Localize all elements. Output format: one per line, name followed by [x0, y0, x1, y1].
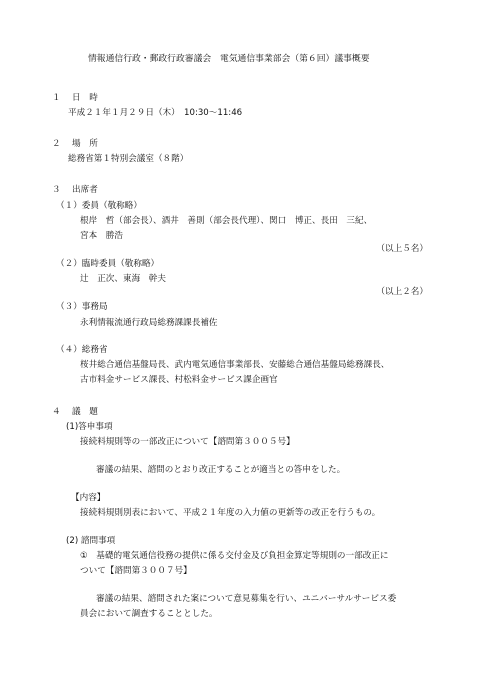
section-1-heading: 日 時 — [72, 93, 98, 103]
ministry-line-2: 古市料金サービス課長、村松料金サービス課企画官 — [80, 375, 278, 385]
page-title: 情報通信行政・郵政行政審議会 電気通信事業部会（第６回）議事概要 — [88, 54, 370, 64]
content-text: 接続料規則別表において、平成２１年度の入力値の更新等の改正を行うもの。 — [80, 508, 381, 518]
ministry-label: （４）総務省 — [56, 345, 108, 355]
consultation-items-label: (2) 諮問事項 — [66, 536, 116, 546]
report-items-label: (1)答申事項 — [66, 422, 113, 432]
section-2-number: ２ — [52, 139, 61, 149]
secretariat-label: （３）事務局 — [56, 302, 108, 312]
section-2-heading: 場 所 — [72, 139, 98, 149]
content-label: 【内容】 — [71, 493, 106, 503]
section-1-number: １ — [52, 93, 61, 103]
section-4-number: ４ — [52, 407, 61, 417]
temp-members-label: （２）臨時委員（敬称略） — [56, 259, 160, 269]
report-result: 審議の結果、諮問のとおり改正することが適当との答申をした。 — [96, 465, 346, 475]
consultation-item-line-2: ついて【諮問第３００７号】 — [80, 566, 192, 576]
section-3-heading: 出席者 — [72, 185, 98, 195]
temp-members-count: （以上２名） — [376, 287, 428, 297]
section-4-heading: 議 題 — [72, 407, 98, 417]
members-line-1: 根岸 哲（部会長）、酒井 善則（部会長代理）、関口 博正、長田 三紀、 — [80, 216, 373, 226]
section-3-number: ３ — [52, 185, 61, 195]
consultation-result-line-2: 員会において調査することとした。 — [80, 609, 218, 619]
members-label: （１）委員（敬称略） — [56, 201, 142, 211]
consultation-result-line-1: 審議の結果、諮問された案について意見募集を行い、ユニバーサルサービス委 — [96, 594, 397, 604]
ministry-line-1: 桜井総合通信基盤局長、武内電気通信事業部長、安藤総合通信基盤局総務課長、 — [80, 360, 390, 370]
secretariat-line-1: 永利情報流通行政局総務課課長補佐 — [80, 318, 218, 328]
consultation-item-line-1: ① 基礎的電気通信役務の提供に係る交付金及び負担金算定等規則の一部改正に — [80, 551, 389, 561]
temp-members-line-1: 辻 正次、東海 幹夫 — [80, 274, 166, 284]
section-1-datetime: 平成２１年１月２９日（木） 10:30～11:46 — [68, 108, 243, 118]
section-2-venue: 総務省第１特別会議室（８階） — [68, 154, 189, 164]
members-count: （以上５名） — [376, 244, 428, 254]
report-item: 接続料規則等の一部改正について【諮問第３００５号】 — [80, 437, 295, 447]
members-line-2: 宮本 勝浩 — [80, 231, 123, 241]
